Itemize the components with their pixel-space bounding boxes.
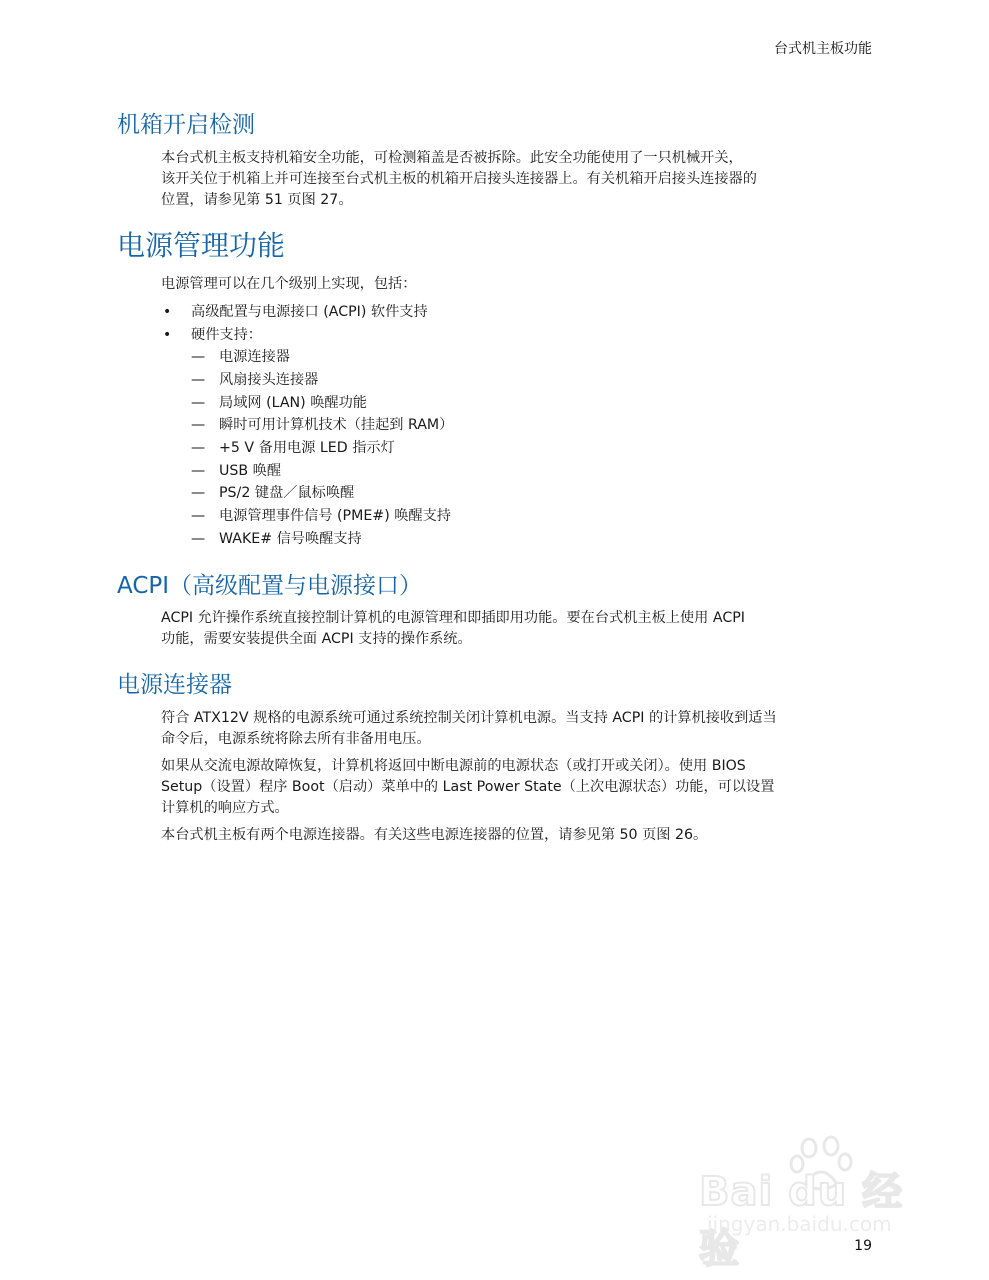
bullet-list — [161, 301, 877, 550]
section-title-power-management: 电源管理功能 — [117, 228, 286, 262]
sub-list-item-text: USB 唤醒 — [219, 462, 282, 479]
list-item-text: 高级配置与电源接口 (ACPI) 软件支持 — [191, 304, 428, 321]
sub-list-item — [191, 437, 877, 460]
dash-marker: — — [191, 417, 206, 434]
sub-list-item — [191, 392, 877, 415]
paragraph — [161, 608, 877, 650]
dash-marker: — — [191, 530, 206, 547]
dash-marker: — — [191, 349, 206, 366]
bullet-marker: • — [163, 304, 172, 321]
section-body-chassis — [161, 148, 877, 211]
text-line: 功能，需要安装提供全面 ACPI 支持的操作系统。 — [161, 631, 472, 648]
watermark-url: jingyan.baidu.com — [707, 1212, 892, 1236]
document-body — [117, 112, 877, 852]
text-line: 电源管理可以在几个级别上实现，包括： — [161, 276, 417, 293]
section-body-power-management — [161, 274, 877, 550]
section-title-power-connectors: 电源连接器 — [117, 672, 232, 699]
sub-list-item-text: 风扇接头连接器 — [219, 371, 319, 388]
sub-list-item-text: 局域网 (LAN) 唤醒功能 — [219, 394, 367, 411]
list-item-text: 硬件支持： — [191, 326, 262, 343]
dash-marker: — — [191, 440, 206, 456]
sub-list-item-text: 电源管理事件信号 (PME#) 唤醒支持 — [219, 508, 451, 525]
sub-list-item — [191, 505, 877, 528]
text-line: 符合 ATX12V 规格的电源系统可通过系统控制关闭计算机电源。当支持 ACPI 的计算机接收到适当 — [161, 709, 777, 726]
list-item — [161, 301, 877, 324]
sub-list-item — [191, 346, 877, 369]
sub-list-item-text: 瞬时可用计算机技术（挂起到 RAM） — [219, 417, 454, 434]
sub-list-item — [191, 369, 877, 392]
sub-list-item-text: WAKE# 信号唤醒支持 — [219, 530, 362, 547]
text-line: 该开关位于机箱上并可连接至台式机主板的机箱开启接头连接器上。有关机箱开启接头连接器的 — [161, 170, 757, 187]
dash-marker: — — [191, 371, 206, 388]
paragraph — [161, 148, 877, 211]
dash-marker: — — [191, 462, 206, 479]
sub-list — [191, 346, 877, 550]
paragraph — [161, 825, 877, 846]
section-body-acpi — [161, 608, 877, 650]
text-line: 如果从交流电源故障恢复，计算机将返回中断电源前的电源状态（或打开或关闭）。使用 BIOS — [161, 757, 746, 774]
sub-list-item — [191, 414, 877, 437]
dash-marker: — — [191, 485, 206, 502]
sub-list-item-text: 电源连接器 — [219, 349, 290, 366]
text-line: Setup（设置）程序 Boot（启动）菜单中的 Last Power State（上次电源状态）功能，可以设置 — [161, 778, 775, 795]
section-title-acpi: ACPI（高级配置与电源接口） — [117, 572, 423, 599]
bullet-marker: • — [163, 326, 172, 343]
running-header: 台式机主板功能 — [774, 41, 872, 57]
dash-marker: — — [191, 394, 206, 411]
dash-marker: — — [191, 508, 206, 525]
paragraph — [161, 708, 877, 750]
sub-list-item-text: +5 V 备用电源 LED 指示灯 — [219, 440, 395, 456]
section-body-power-connectors — [161, 708, 877, 846]
sub-list-item — [191, 460, 877, 483]
paragraph — [161, 756, 877, 819]
paragraph — [161, 274, 877, 295]
text-line: ACPI 允许操作系统直接控制计算机的电源管理和即插即用功能。要在台式机主板上使用 ACPI — [161, 610, 745, 627]
text-line: 计算机的响应方式。 — [161, 799, 289, 816]
section-title-chassis: 机箱开启检测 — [117, 112, 255, 138]
list-item — [161, 324, 877, 551]
text-line: 位置，请参见第 51 页图 27。 — [161, 191, 353, 208]
text-line: 本台式机主板支持机箱安全功能，可检测箱盖是否被拆除。此安全功能使用了一只机械开关， — [161, 149, 743, 166]
sub-list-item — [191, 528, 877, 551]
text-line: 命令后，电源系统将除去所有非备用电压。 — [161, 730, 431, 747]
sub-list-item-text: PS/2 键盘／鼠标唤醒 — [219, 485, 355, 502]
sub-list-item — [191, 482, 877, 505]
text-line: 本台式机主板有两个电源连接器。有关这些电源连接器的位置，请参见第 50 页图 26。 — [161, 826, 708, 843]
watermark-brand: Bai du 经验 — [699, 1169, 904, 1272]
page-number: 19 — [854, 1238, 872, 1254]
